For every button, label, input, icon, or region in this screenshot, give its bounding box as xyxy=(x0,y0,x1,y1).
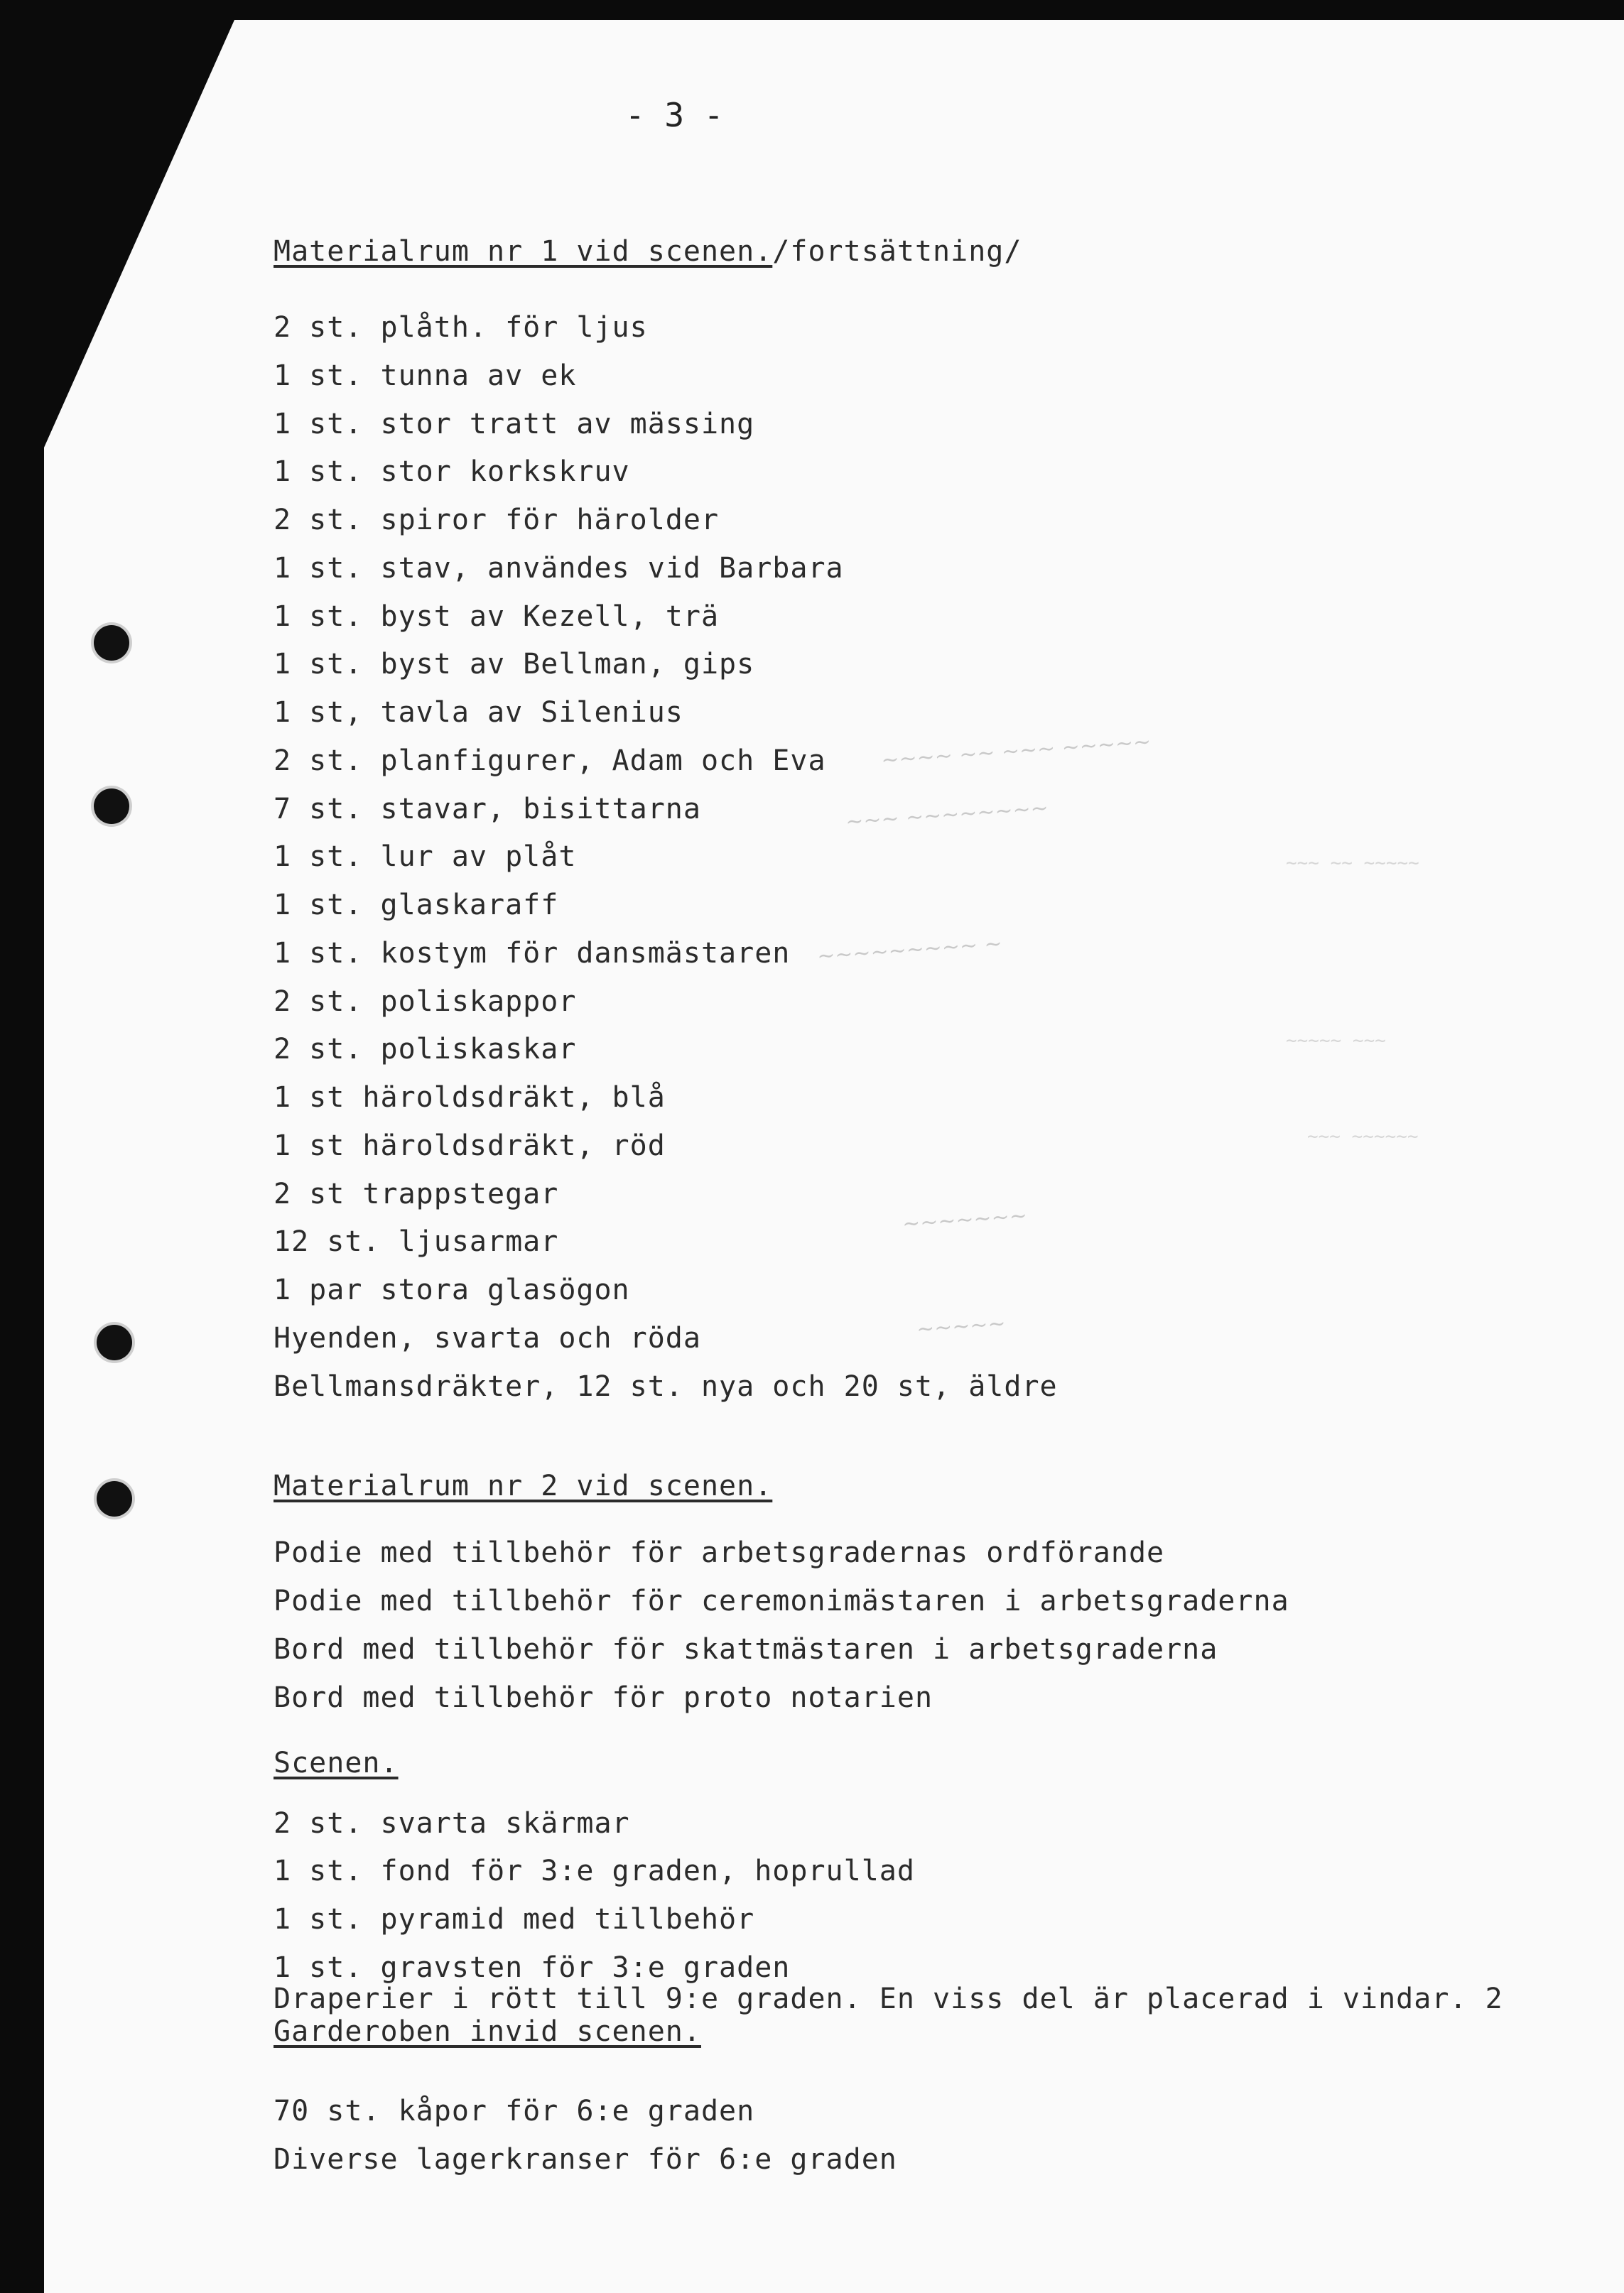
list-item: Podie med tillbehör för arbetsgradernas ordförande xyxy=(274,1536,1165,1569)
list-item: Bellmansdräkter, 12 st. nya och 20 st, äldre xyxy=(274,1370,1058,1403)
bleed-through-mark: ~~~~~ xyxy=(915,1311,1007,1343)
list-item: 1 st. byst av Kezell, trä xyxy=(274,600,720,633)
list-item: 12 st. ljusarmar xyxy=(274,1225,559,1258)
bleed-through-mark: ~~~~~~~ xyxy=(901,1203,1028,1237)
bleed-through-mark: ~~~ ~~~~~~ xyxy=(1307,1126,1419,1147)
list-item: Diverse lagerkranser för 6:e graden xyxy=(274,2143,897,2176)
list-item: 1 st. stor korkskruv xyxy=(274,455,630,488)
list-item: 1 st. glaskaraff xyxy=(274,889,559,921)
list-item: 2 st. poliskappor xyxy=(274,985,577,1018)
list-item: 2 st. planfigurer, Adam och Eva xyxy=(274,744,826,777)
heading-text: Materialrum nr 1 vid scenen. xyxy=(274,235,773,268)
list-item: 2 st trappstegar xyxy=(274,1178,559,1210)
list-item: 1 st häroldsdräkt, röd xyxy=(274,1129,666,1162)
list-item: 1 st. gravsten för 3:e graden xyxy=(274,1951,791,1984)
list-item: 7 st. stavar, bisittarna xyxy=(274,793,701,825)
list-item: 1 st häroldsdräkt, blå xyxy=(274,1081,666,1114)
section-heading-scenen: Scenen. xyxy=(274,1747,399,1779)
list-item: 1 st. byst av Bellman, gips xyxy=(274,648,755,681)
bleed-through-mark: ~~~~~~~~~ ~ xyxy=(816,931,1003,970)
bleed-through-mark: ~~~ ~~~~~~~~ xyxy=(845,796,1049,835)
list-item: 2 st. plåth. för ljus xyxy=(274,311,648,344)
bleed-through-mark: ~~~~~ ~~~ xyxy=(1286,1030,1386,1051)
list-item: 1 st. stav, användes vid Barbara xyxy=(274,552,844,585)
list-item: Bord med tillbehör för skattmästaren i arbetsgraderna xyxy=(274,1633,1218,1666)
section-heading-materialrum-1 xyxy=(274,234,1022,269)
list-item: 1 st. pyramid med tillbehör xyxy=(274,1903,755,1936)
list-item: 1 st. fond för 3:e graden, hoprullad xyxy=(274,1855,915,1887)
list-item: 2 st. spiror för härolder xyxy=(274,504,720,536)
list-item: 1 st. kostym för dansmästaren xyxy=(274,937,791,970)
bleed-through-mark: ~~~~ ~~ ~~~ ~~~~~ xyxy=(880,729,1152,774)
bleed-through-mark: ~~~ ~~ ~~~~~ xyxy=(1286,852,1419,874)
section-heading-garderoben: Garderoben invid scenen. xyxy=(274,2015,701,2048)
overtyped-line: Draperier i rött till 9:e graden. En viss del är placerad i vindar. 2 xyxy=(274,1983,1503,2015)
list-item: 1 st. lur av plåt xyxy=(274,840,577,873)
page-number: - 3 - xyxy=(625,96,724,134)
list-item: 2 st. svarta skärmar xyxy=(274,1807,630,1840)
list-item: 1 par stora glasögon xyxy=(274,1274,630,1306)
list-item: 2 st. poliskaskar xyxy=(274,1033,577,1066)
list-item: 70 st. kåpor för 6:e graden xyxy=(274,2095,755,2127)
list-item: 1 st, tavla av Silenius xyxy=(274,696,683,729)
list-item: 1 st. stor tratt av mässing xyxy=(274,408,755,440)
list-item: 1 st. tunna av ek xyxy=(274,359,577,392)
list-item: Hyenden, svarta och röda xyxy=(274,1322,701,1355)
heading-suffix: /fortsättning/ xyxy=(772,235,1022,268)
list-item: Bord med tillbehör för proto notarien xyxy=(274,1681,933,1714)
list-item: Podie med tillbehör för ceremonimästaren i arbetsgraderna xyxy=(274,1585,1289,1617)
section-heading-materialrum-2: Materialrum nr 2 vid scenen. xyxy=(274,1470,773,1502)
